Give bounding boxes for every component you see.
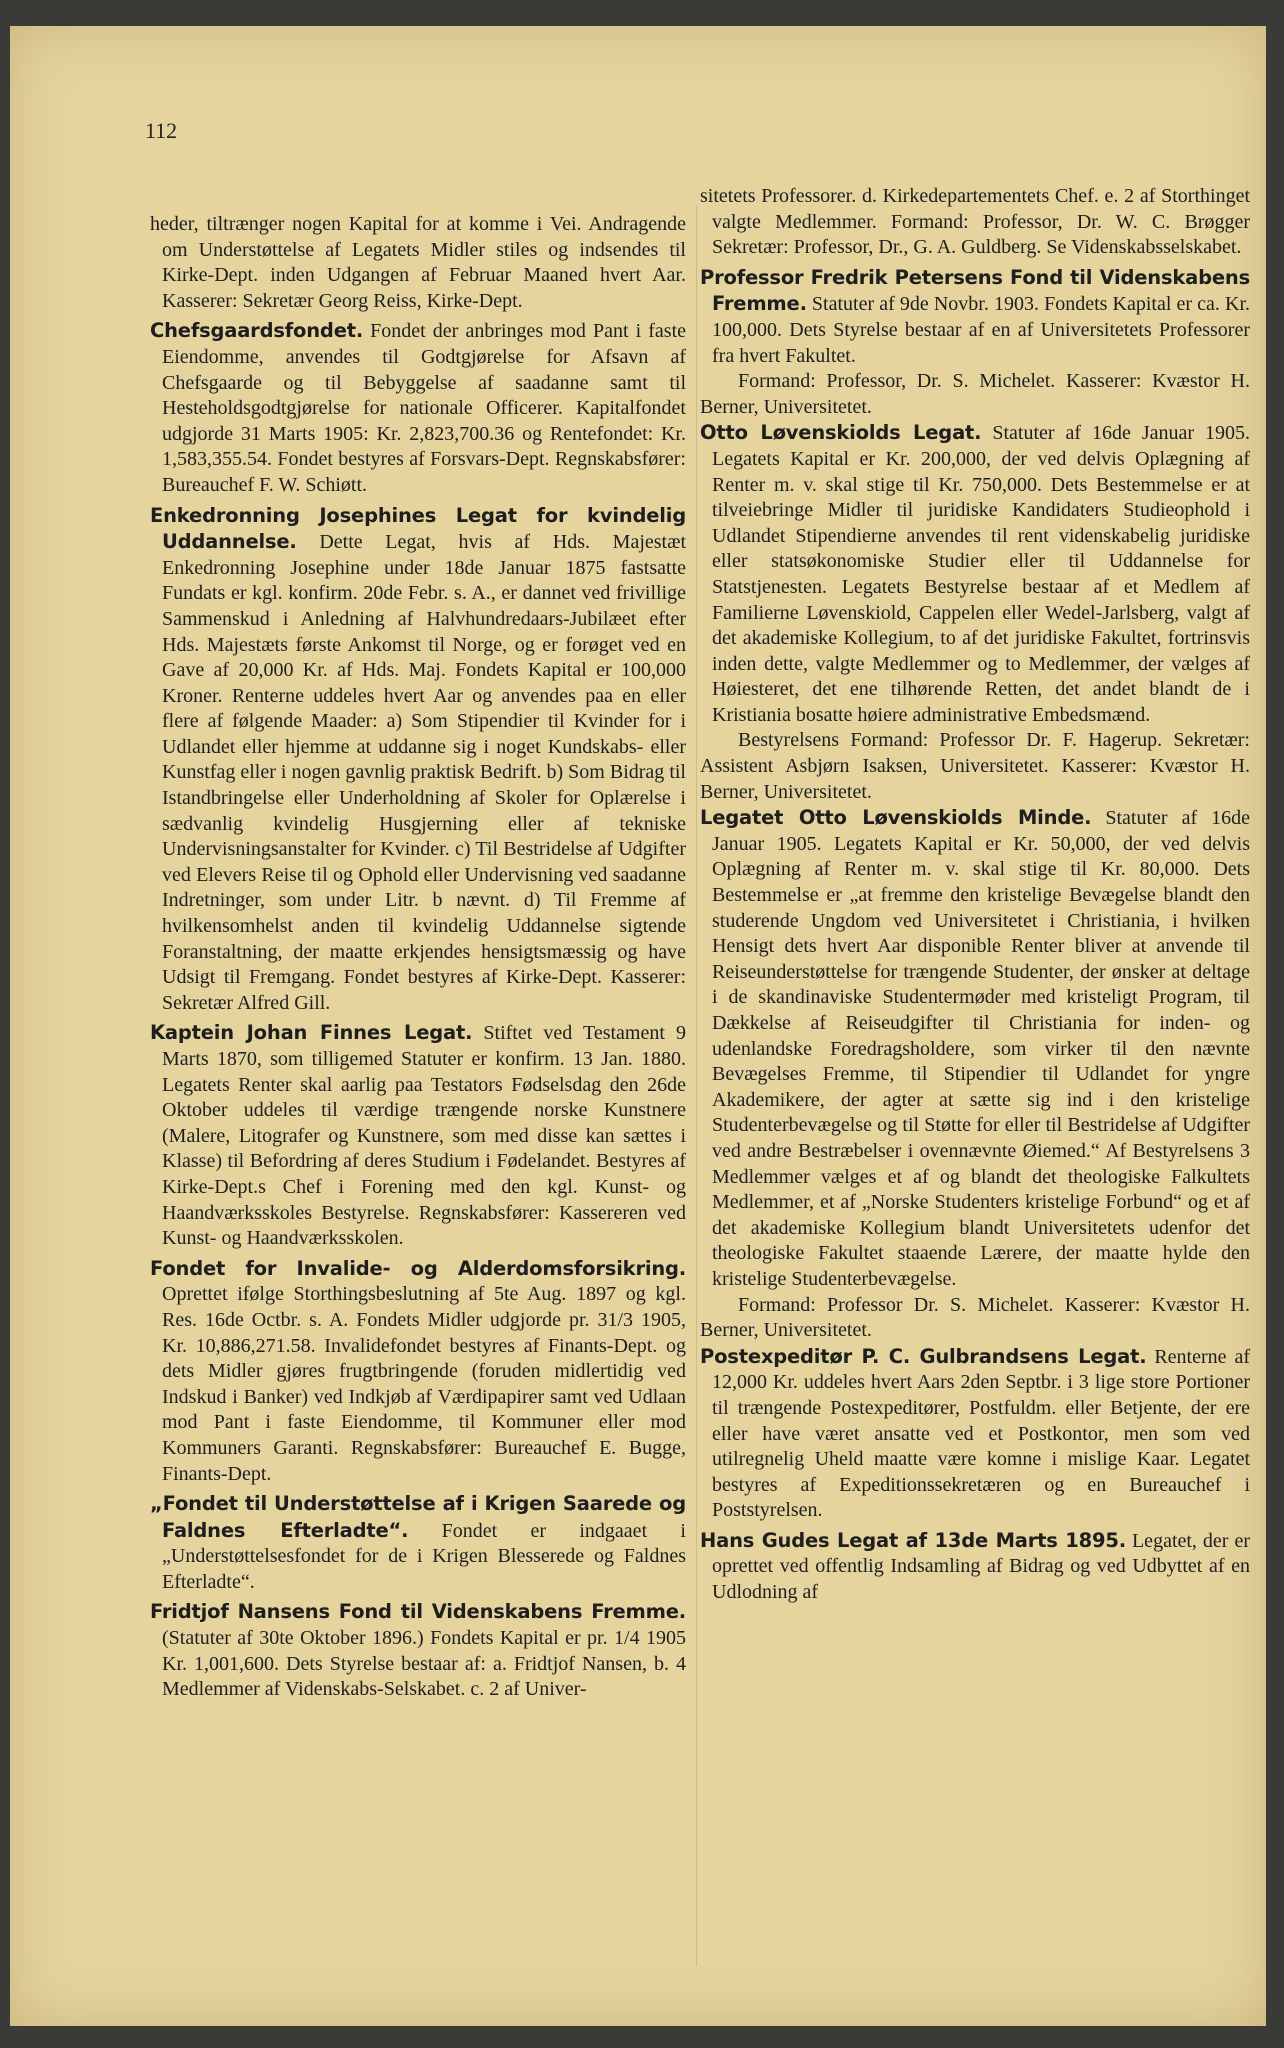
legat-entry: [150, 1599, 686, 1702]
entry-text: Oprettet ifølge Storthingsbeslutning af 5te Aug. 1897 og kgl. Res. 16de Octbr. s. A. Fondets Midler udgjorde pr. 31/3 1905, Kr. 10,886,271.58. Invalidefondet bestyres af Finants-Dept. og dets Midler gjøres frugtbringende (foruden midlertidig ved Indskud i Banker) ved Indkjøb af Værdipapirer samt ved Udlaan mod Pant i faste Eiendomme, til Kommuner eller mod Kommuners Garanti. Regnskabsfører: Bureauchef E. Bugge, Finants-Dept.: [162, 1283, 686, 1485]
legat-entry: [150, 503, 686, 1017]
entry-text: Statuter af 16de Januar 1905. Legatets Kapital er Kr. 50,000, der ved delvis Oplægning af Renter m. v. skal stige til Kr. 80,000. Dets Bestemmelse er „at fremme den kristelige Bevægelse blandt den studerende Ungdom ved Universitetet i Christiania, i hvilken Hensigt dets hvert Aar disponible Renter bliver at anvende til Reiseunderstøttelse for trængende Studenter, der ønsker at deltage i de skandinaviske Studentermøder med kristeligt Program, til Dækkelse af Reiseudgifter til Christiania for inden- og udenlandske Foredragsholdere, som virker til den nævnte Bevægelses Fremme, til Stipendier til Udlandet for yngre Akademikere, der agter at sætte sig ind i den kristelige Studenterbevægelse og til Støtte for eller til Bestridelse af Udgifter ved andre Bestræbelser i ovennævnte Øiemed.“ Af Bestyrelsens 3 Medlemmer vælges et af og blandt det theologiske Falkultets Medlemmer, et af „Norske Studenters kristelige Forbund“ og et af det akademiske Kollegium blandt Universitetets udenfor det theologiske Fakultet staaende Lærere, der maatte hylde den kristelige Studenterbevægelse.: [712, 807, 1251, 1290]
legat-entry: [700, 184, 1250, 261]
legat-entry: [150, 212, 686, 314]
entry-text: Renterne af 12,000 Kr. uddeles hvert Aars 2den Septbr. i 3 lige store Portioner til trængende Postexpeditører, Postfuldm. eller Betjente, der ere eller have været ansatte ved et Postkontor, men som ved utilregnelig Uheld maatte være komne i mislige Kaar. Legatet bestyres af Expeditionssekretæren og en Bureauchef i Poststyrelsen.: [712, 1345, 1250, 1522]
entry-text: Statuter af 16de Januar 1905. Legatets Kapital er Kr. 200,000, der ved delvis Oplægning af Renter m. v. skal stige til Kr. 750,000. Dets Bestemmelse er at tilveiebringe Midler til juridiske Kandidaters Studieophold i Udlandet Stipendierne anvendes til rent videnskabelig juridiske eller statsøkonomiske Studier eller til Uddannelse for Statstjenesten. Legatets Bestyrelse bestaar af et Medlem af Familierne Løvenskiold, Cappelen eller Wedel-Jarlsberg, valgt af det akademiske Kollegium, to af det juridiske Fakultet, fortrinsvis inden dette, valgte Medlemmer og to Medlemmer, der vælges af Høiesteret, det ene tilhørende Retten, det andet blandt de i Kristiania bosatte høiere administrative Embedsmænd.: [712, 422, 1250, 726]
entry-officers: Formand: Professor Dr. S. Michelet. Kasserer: Kvæstor H. Berner, Universitetet.: [700, 1293, 1250, 1342]
entry-heading: Postexpeditør P. C. Gulbrandsens Legat.: [700, 1344, 1147, 1368]
legat-entry: [700, 1528, 1250, 1606]
entry-text: Dette Legat, hvis af Hds. Majestæt Enkedronning Josephine under 18de Januar 1875 fastsatte Fundats er kgl. konfirm. 20de Febr. s. A., er dannet ved frivillige Sammenskud i Anledning af Halvhundredaars-Jubilæet efter Hds. Majestæts første Ankomst til Norge, og er forøget ved en Gave af 20,000 Kr. af Hds. Maj. Fondets Kapital er 100,000 Kroner. Renterne uddeles hvert Aar og anvendes paa en eller flere af følgende Maader: a) Som Stipendier til Kvinder for i Udlandet eller hjemme at uddanne sig i noget Kundskabs- eller Kunstfag eller i nogen gavnlig praktisk Bedrift. b) Som Bidrag til Istandbringelse eller Underholdning af Skoler for Oplærelse i sædvanlig kvindelig Husgjerning eller af tekniske Undervisningsanstalter for Kvinder. c) Til Bestridelse af Udgifter ved Elevers Reise til og Ophold eller Undervisning ved saadanne Indretninger, som under Litr. b nævnt. d) Til Fremme af hvilkensomhelst anden til kvindelig Uddannelse sigtende Foranstaltning, der maatte erkjendes hensigtsmæssig og have Udsigt til Fremgang. Fondet bestyres af Kirke-Dept. Kasserer: Sekretær Alfred Gill.: [162, 531, 686, 1014]
entry-text: heder, tiltrænger nogen Kapital for at komme i Vei. Andragende om Understøttelse af Legatets Midler stiles og indsendes til Kirke-Dept. inden Udgangen af Februar Maaned hvert Aar. Kasserer: Sekretær Georg Reiss, Kirke-Dept.: [150, 213, 686, 312]
entry-text: Legatet, der er oprettet ved offentlig Indsamling af Bidrag og ved Udbyttet af en Udlodning af: [712, 1529, 1250, 1604]
entry-heading: Chefsgaardsfondet.: [150, 319, 364, 343]
legat-entry: [700, 1344, 1250, 1524]
entry-text: Fondet der anbringes mod Pant i faste Eiendomme, anvendes til Godtgjørelse for Afsavn af Chefsgaarde og til Bebyggelse af saadanne samt til Hesteholdsgodtgjørelse for nationale Officerer. Kapitalfondet udgjorde 31 Marts 1905: Kr. 2,823,700.36 og Rentefondet: Kr. 1,583,355.54. Fondet bestyres af Forsvars-Dept. Regnskabsfører: Bureauchef F. W. Schiøtt.: [162, 320, 687, 496]
legat-entry: [150, 318, 686, 498]
entry-heading: Professor Fredrik Petersens Fond til Videnskabens Fremme.: [700, 265, 1250, 316]
legat-entry: [700, 420, 1250, 728]
document-page: [10, 26, 1266, 2026]
legat-entry: [150, 1491, 686, 1595]
page-number: 112: [145, 118, 178, 143]
legat-entry: [150, 1256, 686, 1487]
entry-text: (Statuter af 30te Oktober 1896.) Fondets Kapital er pr. 1/4 1905 Kr. 1,001,600. Dets Styrelse bestaar af: a. Fridtjof Nansen, b. 4 Medlemmer af Videnskabs-Selskabet. c. 2 af Univer-: [162, 1627, 686, 1701]
entry-heading: Kaptein Johan Finnes Legat.: [150, 1021, 473, 1045]
entry-text: Statuter af 9de Novbr. 1903. Fondets Kapital er ca. Kr. 100,000. Dets Styrelse bestaar af en af Universitetets Professorer fra hvert Fakultet.: [712, 293, 1250, 367]
left-column: [150, 212, 686, 1703]
entry-heading: „Fondet til Understøttelse af i Krigen Saarede og Faldnes Efterladte“.: [150, 1492, 686, 1542]
entry-officers: Formand: Professor, Dr. S. Michelet. Kasserer: Kvæstor H. Berner, Universitetet.: [700, 370, 1250, 418]
legat-entry: [700, 805, 1250, 1292]
entry-officers: Bestyrelsens Formand: Professor Dr. F. Hagerup. Sekretær: Assistent Asbjørn Isaksen, Universitetet. Kasserer: Kvæstor H. Berner, Universitetet.: [700, 729, 1250, 803]
entry-heading: Enkedronning Josephines Legat for kvindelig Uddannelse.: [150, 503, 686, 554]
legat-entry: [150, 1020, 686, 1251]
entry-heading: Hans Gudes Legat af 13de Marts 1895.: [700, 1528, 1126, 1552]
entry-heading: Legatet Otto Løvenskiolds Minde.: [700, 806, 1092, 830]
entry-text: Stiftet ved Testament 9 Marts 1870, som tilligemed Statuter er konfirm. 13 Jan. 1880. Legatets Renter skal aarlig paa Testators Fødselsdag den 26de Oktober uddeles til værdige trængende norske Kunstnere (Malere, Litografer og Kunstnere, som med disse kan sættes i Klasse) til Befordring af deres Studium i Fødelandet. Bestyres af Kirke-Dept.s Chef i Forening med den kgl. Kunst- og Haandværksskoles Bestyrelse. Regnskabsfører: Kassereren ved Kunst- og Haandværksskolen.: [162, 1022, 687, 1250]
entry-text: Fondet er indgaaet i „Understøttelsesfondet for de i Krigen Blesserede og Faldnes Efterladte“.: [162, 1519, 686, 1593]
entry-heading: Fondet for Invalide- og Alderdomsforsikring.: [150, 1256, 686, 1280]
right-column: [700, 184, 1250, 1606]
legat-entry: [700, 265, 1250, 369]
column-divider: [696, 206, 697, 1966]
entry-heading: Fridtjof Nansens Fond til Videnskabens Fremme.: [150, 1600, 686, 1624]
entry-heading: Otto Løvenskiolds Legat.: [700, 421, 982, 445]
entry-text: sitetets Professorer. d. Kirkedepartementets Chef. e. 2 af Storthinget valgte Medlemmer. Formand: Professor, Dr. W. C. Brøgger Sekretær: Professor, Dr., G. A. Guldberg. Se Videnskabsselskabet.: [700, 185, 1250, 259]
